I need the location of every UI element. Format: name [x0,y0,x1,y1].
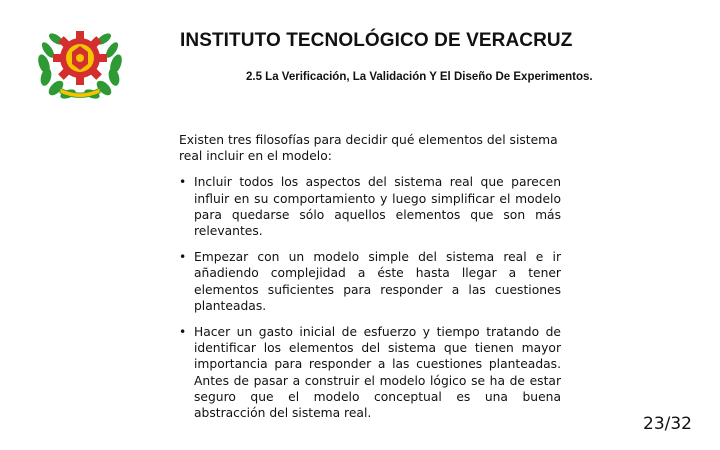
institute-seal-icon [30,20,130,100]
bullet-icon: • [179,175,187,190]
slide-body [179,132,561,431]
list-item [179,324,561,421]
bullet-icon: • [179,250,187,265]
page-number: 23/32 [643,414,692,434]
bullet-icon: • [179,325,187,340]
list-item [179,174,561,239]
bullet-text: Empezar con un modelo simple del sistema real e ir añadiendo complejidad a éste hasta llegar a tener elementos suficientes para responder a las cuestiones planteadas. [194,250,561,313]
bullet-text: Incluir todos los aspectos del sistema real que parecen influir en su comportamiento y luego simplificar el modelo para quedarse sólo aquellos elementos que son más relevantes. [194,175,561,239]
intro-paragraph: Existen tres filosofías para decidir qué elementos del sistema real incluir en el modelo: [179,133,558,164]
bullet-list [179,174,561,421]
bullet-text: Hacer un gasto inicial de esfuerzo y tiempo tratando de identificar los elementos del sistema que tienen mayor importancia para responder a las cuestiones planteadas. Antes de pasar a construir el modelo lógico se ha de estar seguro que el modelo conceptual es una buena abstracción del sistema real. [194,325,561,421]
institute-title: INSTITUTO TECNOLÓGICO DE VERACRUZ [180,30,573,51]
section-subtitle: 2.5 La Verificación, La Validación Y El Diseño De Experimentos. [246,71,593,83]
list-item [179,249,561,314]
